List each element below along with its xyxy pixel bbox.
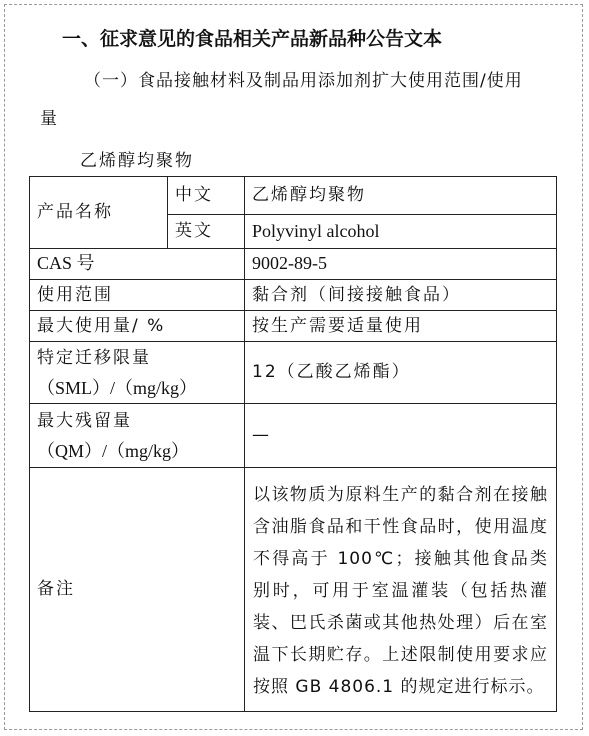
max-use-label: 最大使用量/ % bbox=[30, 311, 245, 342]
scope-value: 黏合剂（间接接触食品） bbox=[245, 280, 557, 311]
document-heading: 一、征求意见的食品相关产品新品种公告文本 bbox=[62, 28, 443, 50]
product-name-label: 产品名称 bbox=[30, 177, 168, 249]
table-row bbox=[30, 468, 557, 712]
section-heading-line2: 量 bbox=[40, 109, 57, 129]
cas-label: CAS 号 bbox=[30, 249, 245, 280]
chinese-name-value: 乙烯醇均聚物 bbox=[245, 177, 557, 215]
section-heading-line1: （一）食品接触材料及制品用添加剂扩大使用范围/使用 bbox=[84, 71, 523, 91]
substance-name: 乙烯醇均聚物 bbox=[80, 151, 194, 171]
sml-value: 12（乙酸乙烯酯） bbox=[245, 342, 557, 404]
remarks-label: 备注 bbox=[30, 468, 245, 712]
sml-label-line1: 特定迁移限量 bbox=[37, 347, 151, 368]
table-row bbox=[30, 311, 557, 342]
qm-label-line2: （QM）/（mg/kg） bbox=[37, 440, 190, 461]
table-row bbox=[30, 249, 557, 280]
english-label: 英文 bbox=[168, 215, 245, 249]
qm-label-line1: 最大残留量 bbox=[37, 410, 132, 431]
remarks-value: 以该物质为原料生产的黏合剂在接触含油脂食品和干性食品时，使用温度不得高于 100℃；接触其他食品类别时，可用于室温灌装（包括热灌装、巴氏杀菌或其他热处理）后在室温下长期贮存。上述限制使用要求应按照 GB 4806.1 的规定进行标示。 bbox=[245, 468, 557, 712]
english-name-value: Polyvinyl alcohol bbox=[245, 215, 557, 249]
table-row bbox=[30, 404, 557, 468]
scope-label: 使用范围 bbox=[30, 280, 245, 311]
substance-spec-table bbox=[29, 176, 557, 712]
table-row bbox=[30, 177, 557, 215]
table-row bbox=[30, 342, 557, 404]
cas-value: 9002-89-5 bbox=[245, 249, 557, 280]
sml-label-line2: （SML）/（mg/kg） bbox=[37, 377, 198, 398]
chinese-label: 中文 bbox=[168, 177, 245, 215]
table-row bbox=[30, 280, 557, 311]
max-use-value: 按生产需要适量使用 bbox=[245, 311, 557, 342]
qm-value: — bbox=[245, 404, 557, 468]
